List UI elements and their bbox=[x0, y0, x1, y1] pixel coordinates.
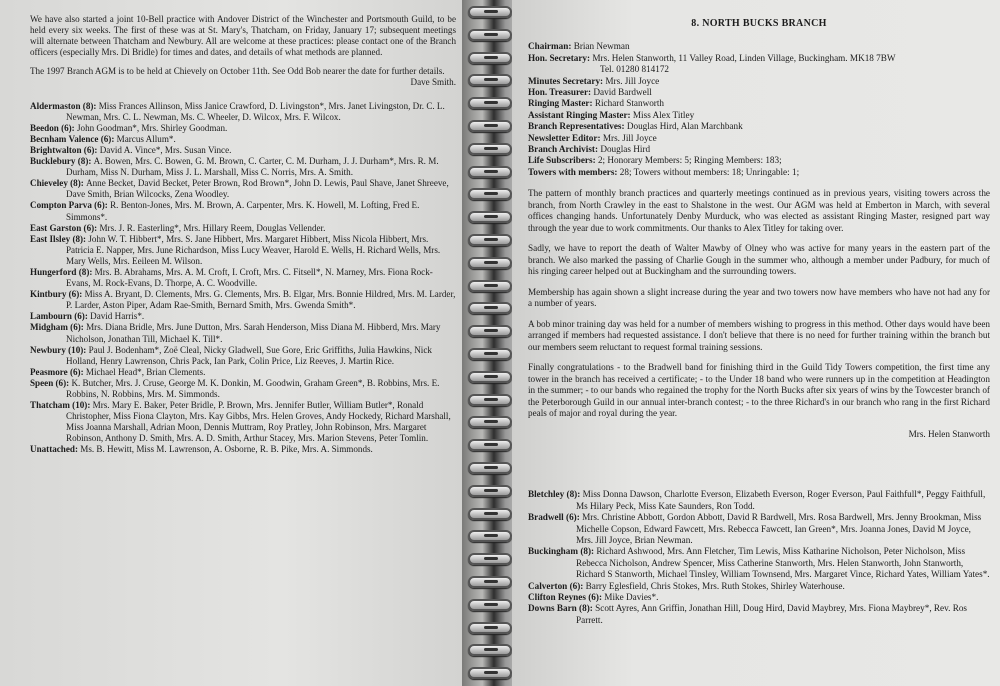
officer-role: Minutes Secretary: bbox=[528, 75, 606, 86]
member-names: David A. Vince*, Mrs. Susan Vince. bbox=[99, 144, 232, 155]
tower-name: Bradwell (6): bbox=[528, 512, 583, 523]
officer-value: Brian Newman bbox=[573, 41, 630, 52]
tower-name: Beedon (6): bbox=[30, 122, 77, 133]
tower-name: Bucklebury (8): bbox=[30, 156, 94, 167]
tower-entry bbox=[30, 145, 456, 156]
officer-role: Chairman: bbox=[528, 41, 574, 52]
officer-value: 2; Honorary Members: 5; Ringing Members: 183; bbox=[597, 155, 782, 166]
officer-line bbox=[528, 87, 990, 98]
officer-value: Tel. 01280 814172 bbox=[600, 64, 670, 75]
officer-line bbox=[528, 64, 990, 75]
member-names: Michael Head*, Brian Clements. bbox=[85, 366, 206, 377]
binding-coil bbox=[468, 234, 512, 246]
tower-name: Hungerford (8): bbox=[30, 266, 95, 277]
tower-name: Buckingham (8): bbox=[528, 546, 597, 557]
binding-coil bbox=[468, 302, 512, 314]
tower-entry bbox=[528, 603, 990, 626]
tower-entry bbox=[30, 101, 456, 123]
member-names: Mrs. Diana Bridle, Mrs. June Dutton, Mrs. Sarah Henderson, Miss Diana M. Hibberd, Mrs. Mary Nicholson, Jonathan Till, Michael K. Till*. bbox=[66, 322, 441, 344]
member-list bbox=[528, 489, 990, 626]
binding-coil bbox=[468, 97, 512, 109]
tower-entry bbox=[30, 178, 456, 200]
officer-line bbox=[528, 53, 990, 64]
tower-entry bbox=[30, 234, 456, 267]
tower-name: Peasmore (6): bbox=[30, 366, 86, 377]
binding-coil bbox=[468, 394, 512, 406]
tower-entry bbox=[30, 345, 456, 367]
report-signature: Mrs. Helen Stanworth bbox=[908, 428, 990, 439]
member-names: Miss Donna Dawson, Charlotte Everson, Elizabeth Everson, Roger Everson, Paul Faithfull*, Peggy Faithfull, Ms Hilary Peck, Miss Kate Saunders, Ron Todd. bbox=[576, 489, 986, 511]
binding-coil bbox=[468, 576, 512, 588]
binding-coil bbox=[468, 280, 512, 292]
tower-name: East Garston (6): bbox=[30, 222, 100, 233]
member-names: Paul J. Bodenham*, Zoë Cleal, Nicky Gladwell, Sue Gore, Eric Griffiths, Julia Hawkins, Nick Holland, Henry Lawrenson, Chris Pack, Ian Park, Colin Price, Liz Reeves, J. Martin Rice. bbox=[66, 344, 432, 366]
tower-name: Kintbury (6): bbox=[30, 289, 85, 300]
member-names: Mrs. Mary E. Baker, Peter Bridle, P. Brown, Mrs. Jennifer Butler, William Butler*, Ronald Christopher, Miss Fiona Clayton, Mrs. Kay Gibbs, Mrs. Helen Groves, Andy Hockedy, Richard Marshall, Miss Joanna Marshall, Adrian Moon, Dennis Muttram, Roy Pratley, John Robinson, Mrs. Margaret Robinson, Anthony D. Smith, Mrs. A. D. Smith, Arthur Stacey, Mrs. Marion Stevens, Peter Tomlin. bbox=[66, 400, 451, 444]
officer-role: Hon. Secretary: bbox=[528, 52, 593, 63]
tower-name: Calverton (6): bbox=[528, 580, 586, 591]
member-names: Ms. B. Hewitt, Miss M. Lawrenson, A. Osborne, R. B. Pike, Mrs. A. Simmonds. bbox=[80, 444, 373, 455]
binding-coil bbox=[468, 74, 512, 86]
binding-coil bbox=[468, 485, 512, 497]
tower-entry bbox=[30, 378, 456, 400]
member-names: Mrs. Christine Abbott, Gordon Abbott, David R Bardwell, Mrs. Rosa Bardwell, Mrs. Jenny Brookman, Miss Michelle Copson, Edward Fawcett, Mrs. Rebecca Fawcett, Ian Green*, Mrs. Joanna Jones, David M Joyce, Mrs. Jill Joyce, Brian Newman. bbox=[576, 512, 982, 545]
tower-entry bbox=[30, 223, 456, 234]
officer-value: Mrs. Helen Stanworth, 11 Valley Road, Linden Village, Buckingham. MK18 7BW bbox=[592, 52, 896, 63]
tower-name: Brightwalton (6): bbox=[30, 144, 100, 155]
member-names: David Harris*. bbox=[90, 311, 145, 322]
binding-coil bbox=[468, 508, 512, 520]
member-names: K. Butcher, Mrs. J. Cruse, George M. K. Donkin, M. Goodwin, Graham Green*, B. Robbins, Mrs. E. Robbins, N. Robbins, Mrs. M. Simmonds. bbox=[66, 377, 440, 399]
officer-role: Assistant Ringing Master: bbox=[528, 109, 633, 120]
binding-coil bbox=[468, 622, 512, 634]
member-names: John Goodman*, Mrs. Shirley Goodman. bbox=[76, 122, 228, 133]
section-title: 8. NORTH BUCKS BRANCH bbox=[691, 18, 827, 29]
binding-coil bbox=[468, 462, 512, 474]
tower-name: Newbury (10): bbox=[30, 344, 89, 355]
officer-line bbox=[528, 76, 990, 87]
tower-name: Chieveley (8): bbox=[30, 178, 87, 189]
binding-coil bbox=[468, 257, 512, 269]
member-list bbox=[30, 101, 456, 456]
officer-role: Branch Archivist: bbox=[528, 144, 601, 155]
officer-value: 28; Towers without members: 18; Unringable: 1; bbox=[619, 166, 800, 177]
tower-entry bbox=[528, 592, 990, 603]
officer-role: Branch Representatives: bbox=[528, 121, 627, 132]
officer-role: Hon. Treasurer: bbox=[528, 87, 594, 98]
officer-value: Douglas Hird, Alan Marchbank bbox=[626, 121, 743, 132]
report-paragraph: The pattern of monthly branch practices and quarterly meetings continued as in previous years, visiting towers across the branch, from North Crawley in the east to Shalstone in the west. Our AGM was held at Emberton in March, with several offices changing hands. Unfortunately Denby Murduck, who was elected as assistant Ringing Master, resigned part way through the year due to work commitments. Our thanks to Alex Titley for taking over. bbox=[528, 188, 990, 233]
agm-paragraph: The 1997 Branch AGM is to be held at Chievely on October 11th. See Odd Bob nearer the date for further details. bbox=[30, 66, 445, 77]
officer-value: Richard Stanworth bbox=[594, 98, 665, 109]
intro-paragraph: We have also started a joint 10-Bell practice with Andover District of the Winchester and Portsmouth Guild, to be held every six weeks. The first of these was at St. Mary's, Thatcham, on Friday, January 17; subsequent meetings will alternate between Thatcham and Newbury. All are welcome at these practices: please contact one of the Branch officers (especially Mrs. Di Bridle) for times and dates, and details of what methods are planned. bbox=[30, 14, 456, 58]
tower-name: Compton Parva (6): bbox=[30, 200, 111, 211]
binding-coil bbox=[468, 6, 512, 18]
member-names: Mike Davies*. bbox=[604, 591, 659, 602]
tower-entry bbox=[30, 400, 456, 444]
officer-value: Mrs. Jill Joyce bbox=[605, 75, 660, 86]
binding-coil bbox=[468, 29, 512, 41]
signature: Dave Smith. bbox=[410, 77, 456, 88]
tower-entry bbox=[528, 581, 990, 592]
member-names: Barry Eglesfield, Chris Stokes, Mrs. Ruth Stokes, Shirley Waterhouse. bbox=[585, 580, 845, 591]
tower-entry bbox=[30, 289, 456, 311]
tower-entry bbox=[528, 489, 990, 512]
member-names: Mrs. B. Abrahams, Mrs. A. M. Croft, I. Croft, Mrs. C. Fitsell*, N. Marney, Mrs. Fiona Rock-Evans, M. Rock-Evans, D. Thorpe, A. C. Woodville. bbox=[66, 266, 433, 289]
tower-name: Aldermaston (8): bbox=[30, 100, 99, 111]
binding-coil bbox=[468, 553, 512, 565]
tower-name: Midgham (6): bbox=[30, 322, 87, 333]
member-names: Marcus Allum*. bbox=[116, 133, 176, 144]
tower-entry bbox=[528, 512, 990, 546]
tower-name: Speen (6): bbox=[30, 377, 72, 388]
officer-line bbox=[528, 167, 990, 178]
member-names: Anne Becket, David Becket, Peter Brown, Rod Brown*, John D. Lewis, Paul Shave, Janet Shreeve, Dave Smith, Brian Wilcocks, Zena Woodley. bbox=[66, 178, 449, 200]
tower-entry bbox=[30, 267, 456, 289]
binding-coil bbox=[468, 416, 512, 428]
officer-value: Mrs. Jill Joyce bbox=[602, 132, 657, 143]
binding-coil bbox=[468, 166, 512, 178]
officer-role: Life Subscribers: bbox=[528, 155, 598, 166]
right-page bbox=[512, 0, 1000, 686]
binding-coil bbox=[468, 211, 512, 223]
binding-coil bbox=[468, 120, 512, 132]
tower-entry bbox=[528, 546, 990, 580]
officer-line bbox=[528, 133, 990, 144]
binding-coil bbox=[468, 439, 512, 451]
officer-line bbox=[528, 98, 990, 109]
binding-coil bbox=[468, 188, 512, 200]
tower-name: Bletchley (8): bbox=[528, 489, 583, 500]
officer-line bbox=[528, 155, 990, 166]
member-names: Miss A. Bryant, D. Clements, Mrs. G. Clements, Mrs. B. Elgar, Mrs. Bonnie Hildred, Mrs. M. Larder, P. Larder, Aston Piper, Adam Rae-Smith, Bernard Smith, Mrs. Gwenda Smith*. bbox=[66, 289, 456, 311]
officer-value: David Bardwell bbox=[593, 87, 652, 98]
report-paragraph: Sadly, we have to report the death of Walter Mawby of Olney who was active for many years in the eastern part of the branch. We also marked the passing of Charlie Gough in the summer who, although a member under Padbury, for much of his ringing career helped out at Buckingham and the surrounding towers. bbox=[528, 243, 990, 277]
member-names: John W. T. Hibbert*, Mrs. S. Jane Hibbert, Mrs. Margaret Hibbert, Miss Nicola Hibbert, Mrs. Patricia E. Napper, Mrs. June Richardson, Miss Lucy Weaver, Harold E. Wells, H. Richard Wells, Mrs. Mary Wells, Mrs. Eeileen M. Wilson. bbox=[66, 233, 441, 266]
officer-role: Ringing Master: bbox=[528, 98, 595, 109]
officer-line bbox=[528, 41, 990, 52]
officer-role: Newsletter Editor: bbox=[528, 132, 603, 143]
officer-value: Miss Alex Titley bbox=[632, 109, 695, 120]
binding-coil bbox=[468, 371, 512, 383]
binding-coil bbox=[468, 143, 512, 155]
report-paragraph: Membership has again shown a slight increase during the year and two towers now have members who have not had any for a number of years. bbox=[528, 286, 990, 309]
member-names: R. Benton-Jones, Mrs. M. Brown, A. Carpenter, Mrs. K. Howell, M. Lofting, Fred E. Simmons*. bbox=[66, 200, 420, 222]
tower-entry bbox=[30, 311, 456, 322]
binding-coil bbox=[468, 599, 512, 611]
tower-entry bbox=[30, 200, 456, 222]
member-names: Mrs. J. R. Easterling*, Mrs. Hillary Reem, Douglas Vellender. bbox=[99, 222, 326, 233]
tower-name: East Ilsley (8): bbox=[30, 233, 89, 244]
member-names: A. Bowen, Mrs. C. Bowen, G. M. Brown, C. Carter, C. M. Durham, J. J. Durham*, Mrs. R. M. Durham, Miss N. Durham, Miss J. L. Marshall, Miss C. Norris, Mrs. A. Smith. bbox=[66, 156, 439, 178]
tower-entry bbox=[30, 367, 456, 378]
officer-line bbox=[528, 110, 990, 121]
tower-entry bbox=[30, 322, 456, 344]
member-names: Scott Ayres, Ann Griffin, Jonathan Hill, Doug Hird, David Maybrey, Mrs. Fiona Maybrey*, Rev. Ros Parrett. bbox=[576, 603, 968, 625]
officer-line bbox=[528, 144, 990, 155]
tower-name: Downs Barn (8): bbox=[528, 603, 596, 614]
member-names: Richard Ashwood, Mrs. Ann Fletcher, Tim Lewis, Miss Katharine Nicholson, Peter Nicholson, Miss Rebecca Nicholson, Andrew Spencer, Miss Catherine Stanworth, Mrs. Helen Stanworth, John Stanworth, Richard S Stanworth, Michael Tinsley, William Townsend, Mrs. Margaret Vince, Richard Yates, William Yates*. bbox=[576, 546, 990, 580]
tower-name: Unattached: bbox=[30, 444, 81, 455]
binding-coil bbox=[468, 325, 512, 337]
officer-list bbox=[528, 41, 990, 178]
binding-coil bbox=[468, 644, 512, 656]
left-page bbox=[0, 0, 470, 686]
binding-coil bbox=[468, 530, 512, 542]
tower-name: Lambourn (6): bbox=[30, 311, 91, 322]
report-paragraph: A bob minor training day was held for a number of members wishing to progress in this method. Other days would have been arranged if members had requested assistance. I don't believe that there is no need for further training within the branch but our members seem reluctant to request formal training sessions. bbox=[528, 318, 990, 352]
officer-value: Douglas Hird bbox=[600, 144, 651, 155]
officer-role: Towers with members: bbox=[528, 166, 620, 177]
tower-name: Thatcham (10): bbox=[30, 400, 93, 411]
binding-coil bbox=[468, 52, 512, 64]
tower-entry bbox=[30, 156, 456, 178]
tower-entry bbox=[30, 134, 456, 145]
binding-coil bbox=[468, 348, 512, 360]
report-paragraph: Finally congratulations - to the Bradwell band for finishing third in the Guild Tidy Towers competition, the first time any tower in the branch has received a certificate; - to the Under 18 band who were runners up in the competition at Headington in the summer; - to our bands who regained the trophy for the North Bucks after six years of wins by the Towcester branch of the Peterborough Guild in our annual inter-branch contest; - to the three Richard's in our branch who rang in the first Richard peals of major and royal during the year. bbox=[528, 362, 990, 419]
member-names: Miss Frances Allinson, Miss Janice Crawford, D. Livingston*, Mrs. Janet Livingston, Dr. C. L. Newman, Mrs. C. L. Newman, Ms. C. Wheeler, D. Wilcox, Mrs. F. Wilcox. bbox=[66, 100, 445, 122]
tower-name: Clifton Reynes (6): bbox=[528, 591, 605, 602]
officer-line bbox=[528, 121, 990, 132]
tower-entry bbox=[30, 123, 456, 134]
report-paragraphs bbox=[528, 188, 990, 420]
tower-name: Becnham Valence (6): bbox=[30, 133, 117, 144]
tower-entry bbox=[30, 444, 456, 455]
binding-coil bbox=[468, 667, 512, 679]
